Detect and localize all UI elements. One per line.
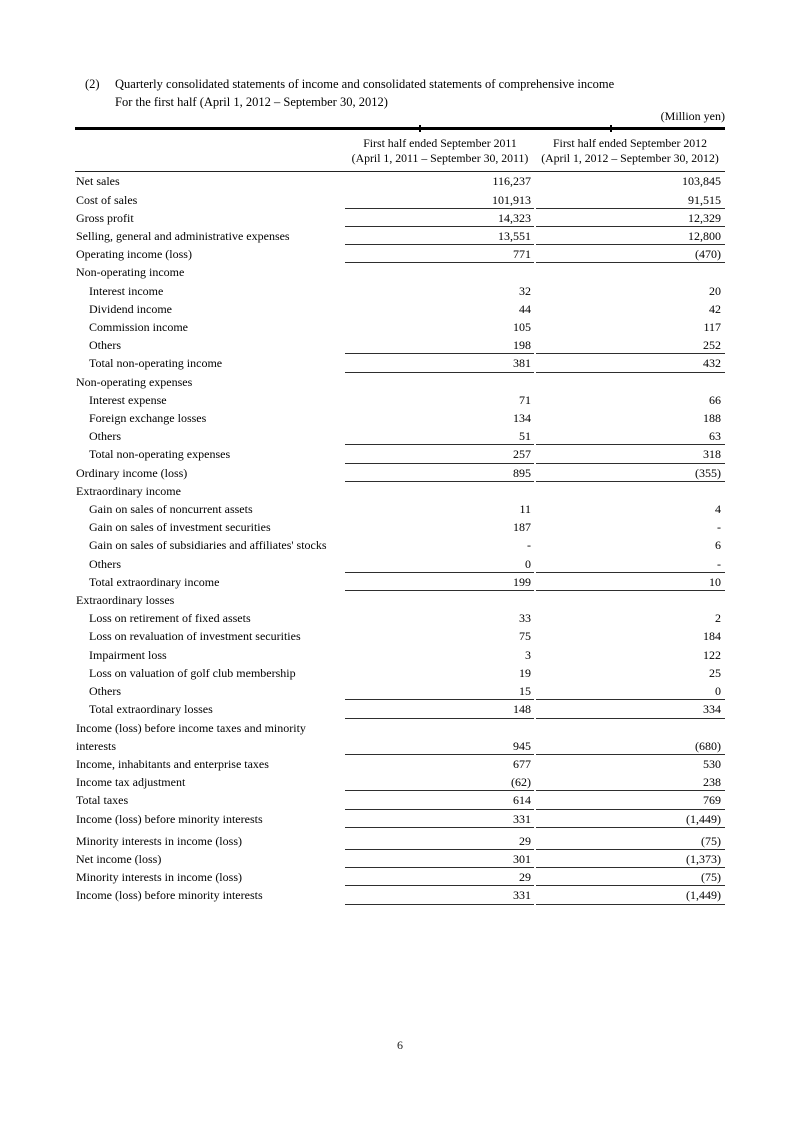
- row-label: Interest expense: [89, 392, 167, 407]
- table-row: [75, 591, 725, 609]
- value-2011: 11: [519, 502, 531, 517]
- row-label: Loss on revaluation of investment securities: [89, 629, 301, 644]
- table-row: [75, 886, 725, 904]
- table-row: [75, 850, 725, 868]
- value-2011: 14,323: [345, 209, 535, 227]
- row-label: Interest income: [89, 283, 164, 298]
- value-2012: (470): [535, 245, 725, 263]
- table-row: [75, 832, 725, 850]
- row-label: Others: [89, 684, 121, 699]
- row-label: Others: [89, 338, 121, 353]
- value-2011: 331: [345, 810, 535, 828]
- table-row: [75, 868, 725, 886]
- value-2012: 4: [715, 502, 721, 517]
- row-label: Cost of sales: [76, 192, 138, 207]
- value-2012: 103,845: [682, 174, 721, 189]
- value-2012: [535, 591, 725, 609]
- value-2011: 614: [345, 791, 535, 809]
- row-label: Commission income: [89, 320, 188, 335]
- row-label: Minority interests in income (loss): [76, 833, 242, 848]
- value-2011: 677: [513, 756, 531, 771]
- row-label: Gain on sales of subsidiaries and affiliates' stocks: [89, 538, 327, 553]
- column-divider-tick: [610, 125, 612, 132]
- table-row: [75, 282, 725, 300]
- column-header-2011-subtitle: (April 1, 2011 – September 30, 2011): [351, 151, 529, 166]
- row-label-header: [75, 130, 345, 171]
- value-2012: 122: [703, 647, 721, 662]
- table-row: [75, 773, 725, 791]
- table-row: [75, 354, 725, 372]
- value-2012: 0: [535, 682, 725, 700]
- row-label: Others: [89, 556, 121, 571]
- row-label: Others: [89, 429, 121, 444]
- row-label: Foreign exchange losses: [89, 411, 207, 426]
- value-2012: 238: [535, 773, 725, 791]
- table-row: [75, 755, 725, 773]
- row-label: Total extraordinary income: [89, 574, 220, 589]
- table-row: [75, 245, 725, 263]
- value-2012: 12,329: [535, 209, 725, 227]
- value-2011: 19: [519, 665, 531, 680]
- value-2012: (1,449): [535, 886, 725, 904]
- value-2012: 10: [535, 573, 725, 591]
- row-label: Loss on retirement of fixed assets: [89, 611, 251, 626]
- value-2012: (75): [535, 868, 725, 886]
- value-2011: 29: [345, 832, 535, 850]
- row-label: Operating income (loss): [76, 247, 192, 262]
- value-2012: (75): [535, 832, 725, 850]
- table-row: [75, 427, 725, 445]
- page-number: 6: [397, 1038, 403, 1052]
- row-label: Total non-operating income: [89, 356, 223, 371]
- column-header-2012-subtitle: (April 1, 2012 – September 30, 2012): [541, 151, 719, 166]
- row-label: Income tax adjustment: [76, 775, 186, 790]
- table-body: [75, 172, 725, 904]
- row-label: Extraordinary losses: [76, 593, 175, 608]
- table-row: [75, 373, 725, 391]
- table-row: [75, 573, 725, 591]
- value-2011: [345, 263, 535, 281]
- value-2012: -: [535, 555, 725, 573]
- value-2012: (1,373): [535, 850, 725, 868]
- table-row: [75, 682, 725, 700]
- value-2012: 184: [703, 629, 721, 644]
- value-2011: -: [527, 538, 531, 553]
- section-index: (2): [85, 77, 100, 91]
- row-label: Income, inhabitants and enterprise taxes: [76, 756, 269, 771]
- row-label: Gross profit: [76, 210, 134, 225]
- value-2011: 945: [345, 719, 535, 755]
- table-row: [75, 482, 725, 500]
- value-2012: 2: [715, 611, 721, 626]
- value-2012: [535, 263, 725, 281]
- table-row: [75, 191, 725, 209]
- table-row: [75, 209, 725, 227]
- column-header-2012-title: First half ended September 2012: [553, 136, 707, 150]
- value-2012: 530: [703, 756, 721, 771]
- row-label: Minority interests in income (loss): [76, 870, 242, 885]
- table-row: [75, 555, 725, 573]
- row-label: Total taxes: [76, 793, 129, 808]
- value-2011: 3: [525, 647, 531, 662]
- value-2011: [345, 591, 535, 609]
- value-2012: 117: [703, 320, 721, 335]
- table-row: [75, 627, 725, 645]
- value-2011: 33: [519, 611, 531, 626]
- table-row: [75, 464, 725, 482]
- row-label: Income (loss) before minority interests: [76, 888, 263, 903]
- table-header-row: [75, 130, 725, 172]
- value-2011: 0: [345, 555, 535, 573]
- section-title: Quarterly consolidated statements of income and consolidated statements of comprehensive income: [115, 77, 615, 91]
- table-row: [75, 172, 725, 190]
- value-2012: 20: [709, 283, 721, 298]
- value-2012: (1,449): [535, 810, 725, 828]
- value-2012: 63: [535, 427, 725, 445]
- row-label: Total non-operating expenses: [89, 447, 231, 462]
- value-2011: 32: [519, 283, 531, 298]
- value-2012: 334: [535, 700, 725, 718]
- value-2011: 198: [345, 336, 535, 354]
- value-2011: 75: [519, 629, 531, 644]
- value-2012: 25: [709, 665, 721, 680]
- table-row: [75, 263, 725, 281]
- section-heading: [85, 76, 614, 111]
- value-2011: 895: [345, 464, 535, 482]
- table-row: [75, 445, 725, 463]
- value-2011: [345, 373, 535, 391]
- value-2011: 331: [345, 886, 535, 904]
- row-label: Income (loss) before minority interests: [76, 811, 263, 826]
- value-2011: 105: [513, 320, 531, 335]
- column-header-2011-title: First half ended September 2011: [363, 136, 517, 150]
- value-2012: -: [717, 520, 721, 535]
- row-label: Net sales: [76, 174, 120, 189]
- value-2011: 771: [345, 245, 535, 263]
- row-label: Gain on sales of investment securities: [89, 520, 271, 535]
- row-label: Selling, general and administrative expenses: [76, 229, 290, 244]
- value-2012: [535, 373, 725, 391]
- value-2011: 116,237: [492, 174, 531, 189]
- column-divider-tick: [419, 125, 421, 132]
- table-row: [75, 609, 725, 627]
- table-row: [75, 518, 725, 536]
- table-row: [75, 227, 725, 245]
- column-header-2011: [345, 130, 535, 171]
- value-2011: 44: [519, 301, 531, 316]
- value-2012: 318: [535, 445, 725, 463]
- value-2012: (355): [535, 464, 725, 482]
- value-2012: 252: [535, 336, 725, 354]
- row-label: Non-operating income: [76, 265, 185, 280]
- value-2011: 134: [513, 411, 531, 426]
- unit-note: (Million yen): [660, 109, 725, 123]
- value-2011: 101,913: [345, 191, 535, 209]
- value-2011: 15: [345, 682, 535, 700]
- value-2011: 13,551: [345, 227, 535, 245]
- value-2012: 66: [709, 392, 721, 407]
- value-2011: 381: [345, 354, 535, 372]
- row-label: Extraordinary income: [76, 483, 181, 498]
- value-2012: 91,515: [535, 191, 725, 209]
- section-title-block: [115, 76, 614, 111]
- table-row: [75, 791, 725, 809]
- table-row: [75, 536, 725, 554]
- value-2011: 51: [345, 427, 535, 445]
- section-subtitle: For the first half (April 1, 2012 – September 30, 2012): [115, 94, 388, 109]
- value-2011: 187: [513, 520, 531, 535]
- row-label: Gain on sales of noncurrent assets: [89, 502, 253, 517]
- value-2011: (62): [345, 773, 535, 791]
- table-row: [75, 336, 725, 354]
- row-label: Non-operating expenses: [76, 374, 193, 389]
- value-2012: 6: [715, 538, 721, 553]
- table-row: [75, 300, 725, 318]
- value-2011: 148: [345, 700, 535, 718]
- value-2011: 301: [345, 850, 535, 868]
- value-2012: (680): [535, 719, 725, 755]
- row-label: Total extraordinary losses: [89, 702, 213, 717]
- table-row: [75, 391, 725, 409]
- value-2012: 42: [709, 301, 721, 316]
- value-2012: 769: [535, 791, 725, 809]
- value-2011: [345, 482, 535, 500]
- value-2011: 199: [345, 573, 535, 591]
- table-row: [75, 409, 725, 427]
- row-label: Impairment loss: [89, 647, 167, 662]
- column-header-2012: [535, 130, 725, 171]
- table-row: [75, 700, 725, 718]
- table-row: [75, 664, 725, 682]
- value-2011: 71: [519, 392, 531, 407]
- table-row: [75, 318, 725, 336]
- value-2011: 29: [345, 868, 535, 886]
- row-label: Net income (loss): [76, 851, 162, 866]
- row-label: Ordinary income (loss): [76, 465, 188, 480]
- value-2012: [535, 482, 725, 500]
- row-label: Income (loss) before income taxes and minority interests: [76, 720, 306, 753]
- table-row: [75, 500, 725, 518]
- value-2011: 257: [345, 445, 535, 463]
- table-row: [75, 646, 725, 664]
- value-2012: 12,800: [535, 227, 725, 245]
- income-statement-table: [75, 127, 725, 905]
- table-row: [75, 719, 725, 755]
- row-label: Dividend income: [89, 301, 172, 316]
- row-label: Loss on valuation of golf club membership: [89, 665, 296, 680]
- value-2012: 188: [703, 411, 721, 426]
- table-row: [75, 810, 725, 828]
- value-2012: 432: [535, 354, 725, 372]
